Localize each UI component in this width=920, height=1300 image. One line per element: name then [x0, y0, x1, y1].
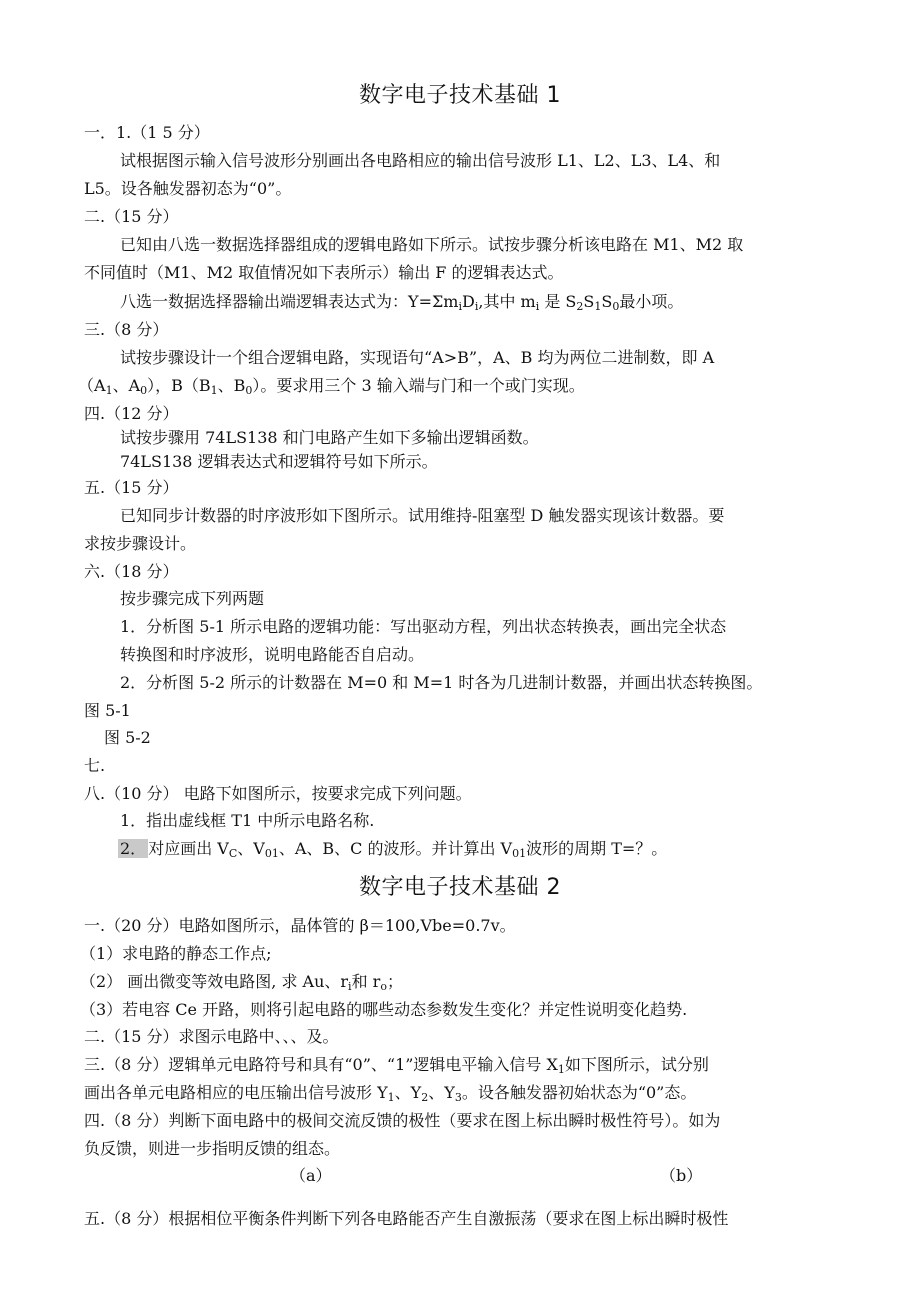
- subscript: 2: [421, 1091, 429, 1104]
- doc1-q2-heading: 二.（15 分）: [84, 207, 179, 226]
- subscript: i: [458, 300, 462, 313]
- subscript: 0: [612, 300, 620, 313]
- formula-mid: ,其中 m: [478, 292, 536, 311]
- doc1-q6-text-1: 按步骤完成下列两题: [120, 589, 265, 608]
- doc1-q4-text-1: 试按步骤用 74LS138 和门电路产生如下多输出逻辑函数。: [120, 428, 539, 447]
- subscript: o: [380, 980, 387, 993]
- subscript: 0: [245, 384, 253, 397]
- doc1-q5-text-1: 已知同步计数器的时序波形如下图所示。试用维持-阻塞型 D 触发器实现该计数器。要: [120, 506, 725, 525]
- text-part: 、Y: [428, 1083, 455, 1102]
- figure-5-1-caption: 图 5-1: [84, 701, 131, 720]
- subscript: 01: [264, 847, 279, 860]
- doc1-q5-heading: 五.（15 分）: [84, 478, 179, 497]
- formula-tail: 最小项。: [619, 292, 684, 311]
- doc1-q1-text-2: L5。设各触发器初态为“0”。: [84, 179, 292, 198]
- doc1-q2-text-1: 已知由八选一数据选择器组成的逻辑电路如下所示。试按步骤分析该电路在 M1、M2 取: [120, 235, 744, 254]
- doc1-q1-heading: 一．1.（1 5 分）: [84, 123, 210, 142]
- doc2-q1-part-2: [80, 972, 403, 992]
- subscript: 1: [557, 1063, 565, 1076]
- formula-prefix: 八选一数据选择器输出端逻辑表达式为：Y=: [120, 292, 432, 311]
- text-part: 、V: [237, 839, 265, 858]
- subscript: 3: [454, 1091, 462, 1104]
- highlighted-number: 2．: [120, 839, 147, 858]
- doc1-q6-text-3: 转换图和时序波形，说明电路能否自启动。: [120, 645, 425, 664]
- formula-m: m: [443, 292, 459, 311]
- formula-s: S: [601, 292, 613, 311]
- text-part: 。设各触发器初始状态为“0”态。: [461, 1083, 697, 1102]
- text-part: 、A、B、C 的波形。并计算出 V: [278, 839, 513, 858]
- subscript: 1: [210, 384, 218, 397]
- text-part: 对应画出 V: [148, 839, 229, 858]
- text-part: 如下图所示，试分别: [564, 1055, 709, 1074]
- subscript: 1: [105, 384, 113, 397]
- figure-5-2-caption: 图 5-2: [104, 728, 151, 747]
- doc1-q7-heading: 七.: [84, 756, 106, 775]
- text-part: 、B: [217, 376, 246, 395]
- doc2-q5-text-1: 五.（8 分）根据相位平衡条件判断下列各电路能否产生自激振荡（要求在图上标出瞬时极性: [84, 1209, 729, 1228]
- subscript: 1: [387, 1091, 395, 1104]
- text-part: 三.（8 分）逻辑单元电路符号和具有“0”、“1”逻辑电平输入信号 X: [84, 1055, 558, 1074]
- formula-d: D: [462, 292, 475, 311]
- doc2-q1-part-3: （3）若电容 Ce 开路，则将引起电路的哪些动态参数发生变化？并定性说明变化趋势.: [80, 1000, 688, 1019]
- doc2-q4-text-2: 负反馈，则进一步指明反馈的组态。: [84, 1139, 341, 1158]
- doc2-q2-heading: 二.（15 分）求图示电路中、、、及。: [84, 1027, 339, 1046]
- doc2-q1-heading: 一.（20 分）电路如图所示，晶体管的 β＝100,Vbe=0.7v。: [84, 916, 516, 935]
- doc1-q4-text-2: 74LS138 逻辑表达式和逻辑符号如下所示。: [120, 452, 438, 471]
- subscript: i: [535, 300, 540, 313]
- subscript: 1: [594, 300, 602, 313]
- text-part: 画出各单元电路相应的电压输出信号波形 Y: [84, 1083, 388, 1102]
- formula-is: 是 S: [539, 292, 577, 311]
- text-part: ），B（B: [147, 376, 211, 395]
- doc1-title: 数字电子技术基础 1: [359, 83, 561, 108]
- doc1-q1-text-1: 试根据图示输入信号波形分别画出各电路相应的输出信号波形 L1、L2、L3、L4、和: [120, 151, 721, 170]
- subscript: 01: [512, 847, 527, 860]
- doc2-q3-text-2: [84, 1083, 696, 1103]
- doc1-q5-text-2: 求按步骤设计。: [84, 534, 197, 553]
- figure-a-caption: （a）: [290, 1166, 332, 1185]
- subscript: i: [474, 300, 479, 313]
- doc2-title: 数字电子技术基础 2: [359, 875, 561, 900]
- text-part: ；: [386, 972, 403, 991]
- subscript: i: [348, 980, 352, 993]
- doc1-q3-heading: 三.（8 分）: [84, 320, 169, 339]
- doc1-q6-text-2: 1．分析图 5-1 所示电路的逻辑功能：写出驱动方程，列出状态转换表，画出完全状态: [120, 617, 727, 636]
- doc2-q1-part-1: （1）求电路的静态工作点;: [80, 944, 272, 963]
- doc1-q2-text-2: 不同值时（M1、M2 取值情况如下表所示）输出 F 的逻辑表达式。: [84, 263, 564, 282]
- text-part: ）。要求用三个 3 输入端与门和一个或门实现。: [252, 376, 585, 395]
- text-part: 、A: [112, 376, 141, 395]
- doc1-q4-heading: 四.（12 分）: [84, 404, 179, 423]
- figure-b-caption: （b）: [660, 1166, 703, 1185]
- subscript: C: [228, 847, 238, 860]
- sum-symbol: Σ: [431, 292, 444, 311]
- formula-s: S: [583, 292, 595, 311]
- subscript: 2: [576, 300, 584, 313]
- text-part: 、Y: [394, 1083, 422, 1102]
- doc2-q3-text-1: [84, 1055, 709, 1075]
- text-part: （2） 画出微变等效电路图, 求 Au、r: [80, 972, 349, 991]
- doc1-q3-text-1: 试按步骤设计一个组合逻辑电路，实现语句“A>B”，A、B 均为两位二进制数，即 A: [120, 348, 715, 367]
- doc1-q8-text-2: [118, 839, 667, 859]
- doc1-q3-text-2: [78, 376, 585, 396]
- doc1-q8-text-1: 1．指出虚线框 T1 中所示电路名称.: [120, 811, 375, 830]
- subscript: 0: [140, 384, 148, 397]
- doc2-q4-text-1: 四.（8 分）判断下面电路中的极间交流反馈的极性（要求在图上标出瞬时极性符号）。如为: [84, 1111, 721, 1130]
- doc1-q6-heading: 六.（18 分）: [84, 562, 179, 581]
- text-part: 和 r: [351, 972, 381, 991]
- doc1-q2-formula: [120, 292, 683, 312]
- text-part: （A: [78, 376, 106, 395]
- doc1-q8-heading: 八.（10 分） 电路下如图所示，按要求完成下列问题。: [84, 784, 472, 803]
- text-part: 波形的周期 T=？。: [526, 839, 668, 858]
- doc1-q6-text-4: 2．分析图 5-2 所示的计数器在 M=0 和 M=1 时各为几进制计数器，并画出状态转换图。: [120, 673, 763, 692]
